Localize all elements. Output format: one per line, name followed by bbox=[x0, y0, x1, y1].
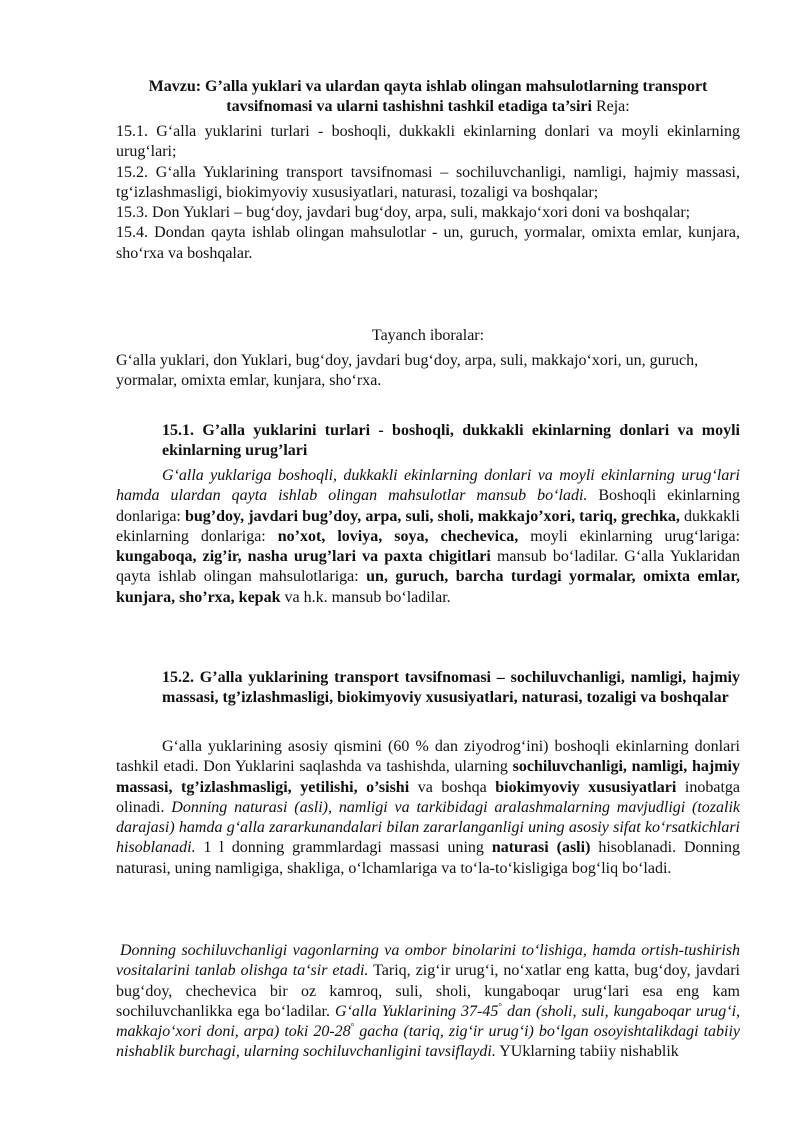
plan-item-15-2: 15.2. G‘alla Yuklarining transport tavsifnomasi – sochiluvchanligi, namligi, hajmiy massasi, tg‘izlashmasligi, biokimyoviy xususiyatlari, naturasi, tozaligi va boshqalar; bbox=[116, 163, 740, 201]
s2-angle-italic: G‘alla Yuklarining 37-45 bbox=[335, 1002, 499, 1020]
s2-biochemical: biokimyoviy xususiyatlari bbox=[495, 778, 677, 796]
s2-text: G‘alla yuklarining asosiy qismini (60 % dan ziyodrog‘ini) boshoqli ekinlarning donlari tashkil etadi. Don Yuklarini saqlashda va tashishda, ularning bbox=[116, 738, 740, 776]
section-15-2-title: 15.2. G’alla yuklarining transport tavsifnomasi – sochiluvchanligi, namligi, hajmiy massasi, tg’izlashmasligi, biokimyoviy xususiyatlari, naturasi, tozaligi va boshqalar bbox=[162, 669, 740, 707]
s1-text: va h.k. mansub bo‘ladilar. bbox=[280, 588, 451, 606]
s1-text: moyli ekinlarning urug‘lariga: bbox=[518, 527, 741, 545]
s2-angle-italic: gacha (tariq, zig‘ir urug‘i) bo‘lgan osoyishtalikdagi tabiiy nishablik burchagi, ularning sochiluvchanligini tavsiflaydi. bbox=[116, 1023, 741, 1061]
section-15-1-paragraph bbox=[116, 466, 740, 608]
s2-text: inobatga olinadi. bbox=[116, 778, 740, 816]
s2-quality-italic: Donning naturasi (asli), namligi va tarkibidagi aralashmalarning mavjudligi (tozalik darajasi) hamda g‘alla zararkunandalari bilan zararlanganligi uning asosiy sifat ko‘rsatkichlari hisoblanadi. bbox=[116, 798, 741, 857]
degree-sign: ° bbox=[350, 1021, 355, 1032]
s2-natura: naturasi (asli) bbox=[491, 839, 591, 857]
s1-text: dukkakli ekinlarning donlariga: bbox=[116, 507, 740, 545]
plan-label: Reja: bbox=[591, 98, 630, 116]
s2-text: va boshqa bbox=[409, 778, 496, 796]
s2-properties: sochiluvchanligi, namligi, hajmiy massasi, tg’izlashmasligi, yetilishi, o’sishi bbox=[116, 758, 741, 796]
plan-item-15-3: 15.3. Don Yuklari – bug‘doy, javdari bug‘doy, arpa, suli, makkajo‘xori doni va boshqalar; bbox=[116, 204, 691, 222]
plan-list bbox=[116, 122, 740, 264]
section-15-2-paragraph-1 bbox=[116, 737, 740, 879]
s2-angle-italic: dan (sholi, suli, kungaboqar urug‘i, makkajo‘xori doni, arpa) toki 20-28 bbox=[116, 1002, 741, 1041]
plan-item-15-4: 15.4. Dondan qayta ishlab olingan mahsulotlar - un, guruch, yormalar, omixta emlar, kunjara, sho‘rxa va boshqalar. bbox=[116, 224, 740, 262]
s2-text: 1 l donning grammlardagi massasi uning bbox=[195, 839, 492, 857]
topic-title: Mavzu: G’alla yuklari va ulardan qayta ishlab olingan mahsulotlarning transport tavsifnomasi va ularni tashishni tashkil etadiga ta’siri bbox=[148, 78, 708, 116]
plan-item-15-1: 15.1. G‘alla yuklarini turlari - boshoqli, dukkakli ekinlarning donlari va moyli ekinlarning urug‘lari; bbox=[116, 123, 740, 161]
degree-sign: ° bbox=[498, 1001, 502, 1012]
s1-processed-products: un, guruch, barcha turdagi yormalar, omixta emlar, kunjara, sho’rxa, kepak bbox=[116, 568, 740, 606]
section-15-1-title: 15.1. G’alla yuklarini turlari - boshoqli, dukkakli ekinlarning donlari va moyli ekinlarning urug’lari bbox=[162, 422, 740, 460]
keywords-text: G‘alla yuklari, don Yuklari, bug‘doy, javdari bug‘doy, arpa, suli, makkajo‘xori, un, guruch, yormalar, omixta emlar, kunjara, sho‘rxa. bbox=[116, 352, 699, 390]
topic-heading bbox=[116, 77, 740, 118]
s1-text: Boshoqli ekinlarning donlariga: bbox=[116, 487, 741, 525]
s1-oil-seeds: kungaboqa, zig’ir, nasha urug’lari va paxta chigitlari bbox=[116, 548, 491, 566]
section-15-2-paragraph-2 bbox=[116, 941, 740, 1063]
s2-text: YUklarning tabiiy nishablik bbox=[495, 1043, 679, 1061]
keywords-title: Tayanch iboralar: bbox=[371, 327, 485, 344]
s1-cereal-grains: bug’doy, javdari bug’doy, arpa, suli, sholi, makkajo’xori, tariq, grechka, bbox=[184, 507, 680, 525]
s2-text: hisoblanadi. Donning naturasi, uning namligiga, shakliga, o‘lchamlariga va to‘la-to‘kisligiga bog‘liq bo‘ladi. bbox=[116, 839, 740, 877]
s1-intro-italic: G‘alla yuklariga boshoqli, dukkakli ekinlarning donlari va moyli ekinlarning urug‘lari hamda ulardan qayta ishlab olingan mahsulotlar mansub bo‘ladi. bbox=[116, 467, 740, 505]
s1-text: mansub bo‘ladilar. G‘alla Yuklaridan qayta ishlab olingan mahsulotlariga: bbox=[116, 548, 741, 586]
s2-flowability-italic: Donning sochiluvchanligi vagonlarning va ombor binolarini to‘lishiga, hamda ortish-tushirish vositalarini tanlab olishga ta‘sir etadi. bbox=[116, 942, 740, 980]
s1-legume-grains: no’xot, loviya, soya, chechevica, bbox=[277, 527, 519, 545]
s2-text: Tariq, zig‘ir urug‘i, no‘xatlar eng katta, bug‘doy, javdari bug‘doy, chechevica bir oz kamroq, suli, sholi, kungaboqar urug‘lari esa eng kam sochiluvchanlikka ega bo‘ladilar. bbox=[116, 962, 740, 1020]
